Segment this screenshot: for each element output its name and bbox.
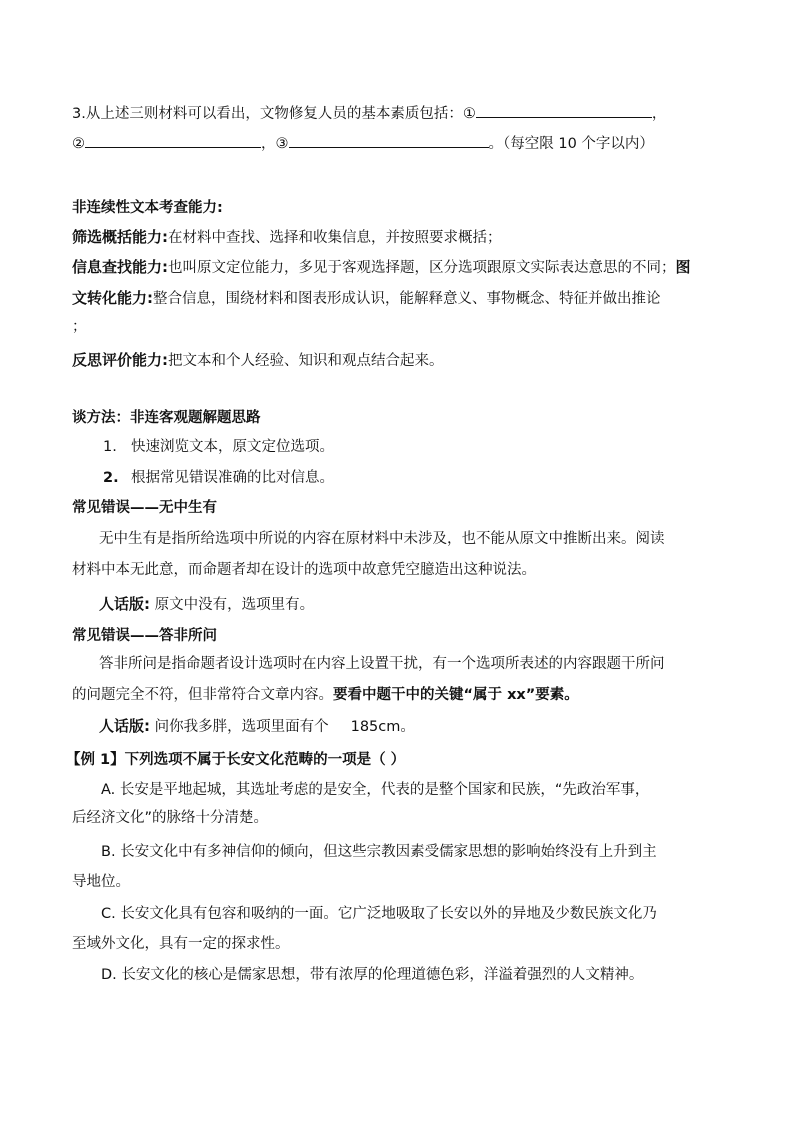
ability-item-4: 反思评价能力:把文本和个人经验、知识和观点结合起来。 — [72, 351, 444, 369]
answer-blank-3[interactable] — [289, 133, 489, 148]
option-d-line-1: D. 长安文化的核心是儒家思想，带有浓厚的伦理道德色彩，洋溢着强烈的人文精神。 — [101, 967, 644, 983]
error2-para-2: 的问题完全不符，但非常符合文章内容。要看中题干中的关键“属于 xx”要素。 — [72, 687, 579, 703]
method-step-1: 1. 快速浏览文本，原文定位选项。 — [103, 439, 334, 455]
ability-item-1: 筛选概括能力:在材料中查找、选择和收集信息，并按照要求概括； — [72, 228, 502, 246]
ability-item-2: 信息查找能力:也叫原文定位能力，多见于客观选择题，区分选项跟原文实际表达意思的不同；图 — [72, 258, 691, 276]
method-step-2: 2. 根据常见错误准确的比对信息。 — [103, 470, 334, 486]
q3-prompt: 3.从上述三则材料可以看出，文物修复人员的基本素质包括：① — [72, 106, 476, 122]
example-question: 【例 1】下列选项不属于长安文化范畴的一项是（ ） — [66, 752, 406, 768]
option-c-line-2: 至域外文化，具有一定的探求性。 — [72, 936, 290, 952]
error2-plain: 人话版: 问你我多胖，选项里面有个 185cm。 — [99, 717, 415, 735]
error1-heading: 常见错误——无中生有 — [72, 500, 217, 516]
error1-plain: 人话版: 原文中没有，选项里有。 — [99, 595, 315, 613]
answer-blank-2[interactable] — [85, 133, 261, 148]
error1-para-1: 无中生有是指所给选项中所说的内容在原材料中未涉及，也不能从原文中推断出来。阅读 — [99, 531, 665, 547]
error1-para-2: 材料中本无此意，而命题者却在设计的选项中故意凭空臆造出这种说法。 — [72, 562, 536, 578]
q3-line-1: 3.从上述三则材料可以看出，文物修复人员的基本素质包括：① ， — [72, 103, 732, 124]
answer-blank-1[interactable] — [476, 103, 652, 118]
abilities-heading: 非连续性文本考查能力: — [72, 200, 223, 216]
ability-item-3: 文转化能力:整合信息，围绕材料和图表形成认识，能解释意义、事物概念、特征并做出推论 — [72, 289, 661, 307]
option-b-line-1: B. 长安文化中有多神信仰的倾向，但这些宗教因素受儒家思想的影响始终没有上升到主 — [101, 844, 657, 860]
error2-para-1: 答非所问是指命题者设计选项时在内容上设置干扰，有一个选项所表述的内容跟题干所问 — [99, 656, 665, 672]
method-heading: 谈方法：非连客观题解题思路 — [72, 410, 261, 426]
q3-line-2: ② ，③ 。（每空限 10 个字以内） — [72, 133, 732, 154]
option-c-line-1: C. 长安文化具有包容和吸纳的一面。它广泛地吸取了长安以外的异地及少数民族文化乃 — [101, 906, 657, 922]
error2-heading: 常见错误——答非所问 — [72, 628, 217, 644]
option-a-line-2: 后经济文化”的脉络十分清楚。 — [72, 810, 269, 826]
option-a-line-1: A. 长安是平地起城，其选址考虑的是安全，代表的是整个国家和民族，“先政治军事， — [101, 782, 650, 798]
ability-item-3-wrap: ； — [72, 319, 87, 335]
option-b-line-2: 导地位。 — [72, 874, 130, 890]
